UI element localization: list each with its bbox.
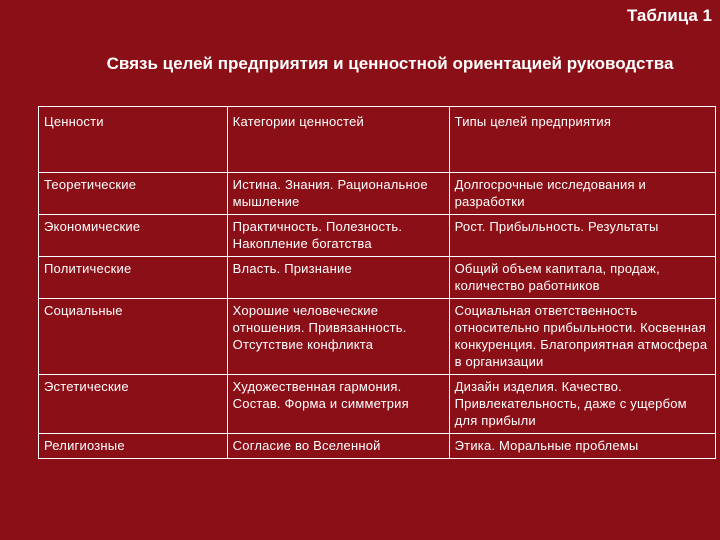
cell-category: Согласие во Вселенной <box>227 434 449 459</box>
cell-goal: Рост. Прибыльность. Результаты <box>449 215 715 257</box>
table-row <box>39 257 716 299</box>
table-row <box>39 173 716 215</box>
cell-goal: Общий объем капитала, продаж, количество работников <box>449 257 715 299</box>
cell-category: Власть. Признание <box>227 257 449 299</box>
table-row <box>39 215 716 257</box>
cell-value: Политические <box>39 257 228 299</box>
cell-category: Практичность. Полезность. Накопление богатства <box>227 215 449 257</box>
column-header-value-categories: Категории ценностей <box>227 107 449 173</box>
column-header-values: Ценности <box>39 107 228 173</box>
cell-goal: Социальная ответственность относительно прибыльности. Косвенная конкуренция. Благоприятная атмосфера в организации <box>449 299 715 375</box>
cell-value: Религиозные <box>39 434 228 459</box>
table-title: Связь целей предприятия и ценностной ориентацией руководства <box>106 54 674 73</box>
cell-value: Теоретические <box>39 173 228 215</box>
column-header-goal-types: Типы целей предприятия <box>449 107 715 173</box>
cell-goal: Долгосрочные исследования и разработки <box>449 173 715 215</box>
cell-value: Социальные <box>39 299 228 375</box>
cell-value: Экономические <box>39 215 228 257</box>
table-row <box>39 434 716 459</box>
values-goals-table <box>38 106 716 459</box>
table-row <box>39 375 716 434</box>
cell-category: Художественная гармония. Состав. Форма и симметрия <box>227 375 449 434</box>
cell-value: Эстетические <box>39 375 228 434</box>
table-number-label: Таблица 1 <box>626 6 712 25</box>
cell-category: Истина. Знания. Рациональное мышление <box>227 173 449 215</box>
cell-goal: Дизайн изделия. Качество. Привлекательность, даже с ущербом для прибыли <box>449 375 715 434</box>
cell-category: Хорошие человеческие отношения. Привязанность. Отсутствие конфликта <box>227 299 449 375</box>
table-row <box>39 299 716 375</box>
table-header-row <box>39 107 716 173</box>
cell-goal: Этика. Моральные проблемы <box>449 434 715 459</box>
